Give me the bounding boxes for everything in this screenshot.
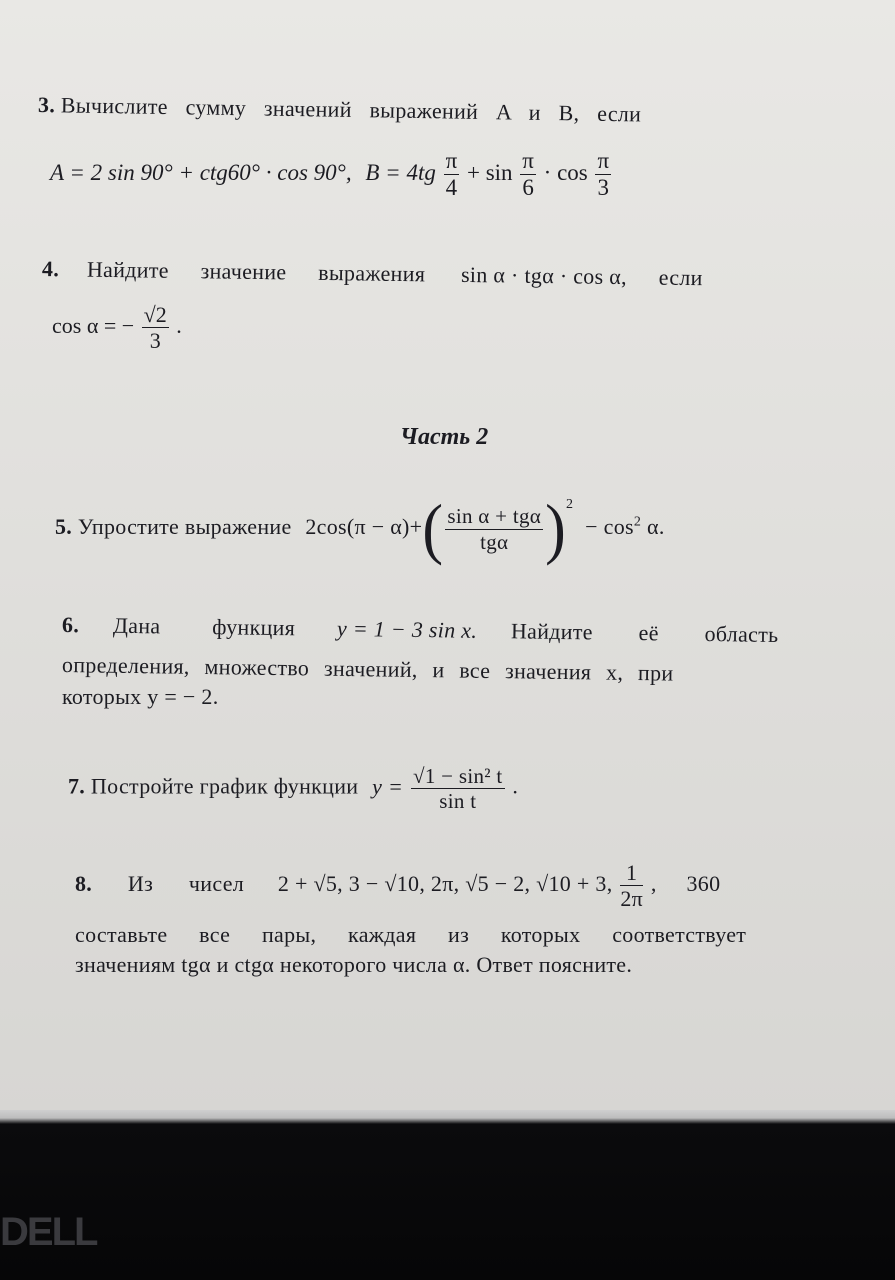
dot-cos: · cos — [543, 160, 588, 186]
power: 2 — [566, 496, 574, 512]
task-number: 4. — [41, 256, 60, 282]
dot: . — [176, 312, 182, 338]
task-5 — [55, 491, 665, 567]
expr-a: A = 2 sin 90° + ctg60° · cos 90°, — [50, 160, 352, 186]
fraction-1-2pi: $\frac{1}{2\pi}$ — [620, 860, 644, 912]
fraction-sqrt-sin: $\frac{\text{√1 − sin² t}}{\text{sin t}}$ — [413, 764, 503, 814]
fraction-sin-tg: $\frac{\text{sin α + tgα}}{\text{tgα}}$ — [447, 504, 542, 554]
task-4-formula — [52, 302, 182, 354]
right-paren: ) — [545, 491, 567, 567]
brand-logo: DELL — [0, 1210, 97, 1254]
task-number: 5. — [55, 514, 73, 540]
cos-lead: cos α = − — [52, 312, 135, 338]
task-number: 3. — [37, 92, 56, 118]
comma: , — [650, 870, 657, 896]
task-text: Упростите выражение — [77, 514, 292, 540]
task-text: Постройте график функции — [90, 773, 359, 799]
task-text: Найдите значение выражения — [86, 256, 426, 287]
tail-power: 2 — [633, 514, 642, 530]
task-number: 6. — [61, 612, 80, 638]
func: y = 1 − 3 sin x. — [336, 615, 478, 643]
task-3-formula — [50, 148, 613, 202]
task-number: 8. — [75, 870, 93, 896]
left-paren: ( — [422, 491, 444, 567]
word-iz: Из — [127, 870, 154, 896]
fraction-pi-4: $\frac{\pi}{4}$ — [445, 148, 458, 201]
task-text-end: Найдите её область — [510, 618, 779, 648]
expr-b-lead: B = 4tg — [365, 160, 436, 186]
number-360: 360 — [686, 870, 721, 896]
task-7 — [68, 764, 518, 813]
task-text: Вычислите сумму значений выражений A и B, если — [60, 92, 642, 127]
task-expr: sin α · tgα · cos α, — [460, 261, 628, 290]
task-8-line2: составьте все пары, каждая из которых соответствует — [75, 922, 747, 947]
word-chisel: чисел — [188, 870, 245, 896]
task-number: 7. — [68, 773, 86, 799]
end: . — [512, 773, 519, 799]
part-2-heading: Часть 2 — [400, 424, 489, 450]
number-list: 2 + √5, 3 − √10, 2π, √5 − 2, √10 + 3, — [277, 870, 613, 896]
fraction-pi-6: $\frac{\pi}{6}$ — [522, 148, 534, 201]
task-6-line2: определения, множество значений, и все значения x, при — [61, 652, 674, 686]
monitor-bezel — [0, 1110, 895, 1280]
expr-lead: y = — [372, 773, 404, 799]
fraction-pi-3: $\frac{\pi}{3}$ — [597, 148, 610, 201]
plus-sin: + sin — [466, 160, 513, 186]
task-text: Дана функция — [112, 612, 296, 641]
task-8-line3: значениям tgα и ctgα некоторого числа α. Ответ поясните. — [75, 952, 633, 977]
task-cond: если — [658, 264, 703, 291]
tail-end: α. — [647, 514, 665, 540]
task-8-line1 — [75, 860, 720, 912]
task-6-line3: которых y = − 2. — [62, 684, 219, 709]
fraction-sqrt2-3: $\frac{√2}{3}$ — [143, 302, 167, 354]
tail: − cos — [585, 514, 634, 540]
expr-lead: 2cos(π − α)+ — [305, 514, 423, 540]
